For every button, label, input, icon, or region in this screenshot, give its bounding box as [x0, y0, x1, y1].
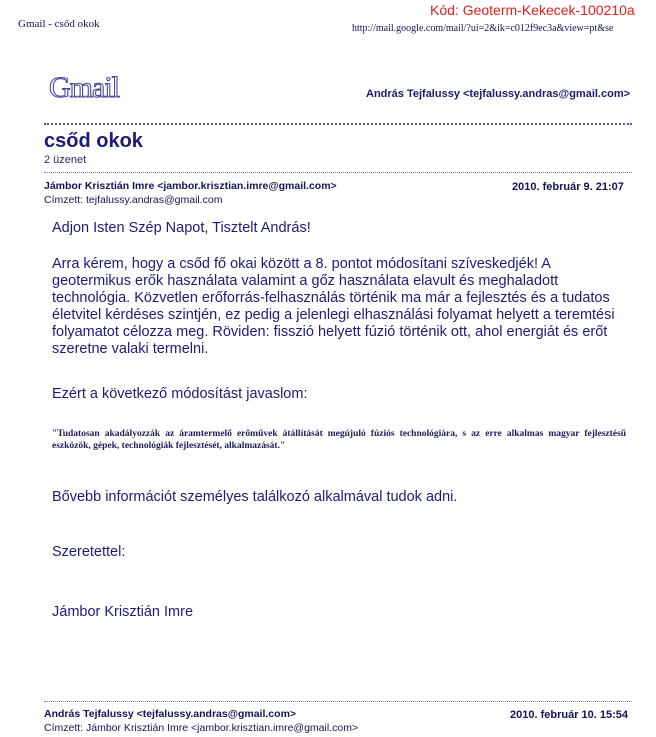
print-page-url: http://mail.google.com/mail/?ui=2&ik=c012f9ec3a&view=pt&se	[352, 23, 614, 34]
message-count: 2 üzenet	[44, 154, 87, 166]
gmail-logo-text: Gmail	[49, 71, 119, 104]
gmail-logo	[47, 68, 119, 104]
document-code-stamp: Kód: Geoterm-Kekecek-100210a	[430, 2, 635, 18]
thread-subject: csőd okok	[44, 130, 143, 152]
message-proposal: Ezért a következő módosítást javaslom:	[52, 386, 308, 402]
message-signature: Jámbor Krisztián Imre	[52, 604, 194, 620]
print-page-title: Gmail - csőd okok	[18, 18, 100, 30]
account-email: András Tejfalussy <tejfalussy.andras@gmail.com>	[366, 88, 631, 100]
reply-date: 2010. február 10. 15:54	[510, 709, 629, 721]
message-closing: Szeretettel:	[52, 544, 126, 560]
message-date: 2010. február 9. 21:07	[512, 181, 624, 193]
proposed-text-quote: "Tudatosan akadályozzák az áramtermelő erőművek átállítását megújuló fúziós technológiára, s az erre alkalmas magyar fejlesztésű eszközök, gépek, technológiák fejlesztését, alkalmazását."	[52, 429, 626, 451]
message-divider	[44, 701, 632, 702]
message-more-info: Bővebb információt személyes találkozó alkalmával tudok adni.	[52, 489, 458, 505]
reply-recipient: Címzett: Jámbor Krisztián Imre <jambor.krisztian.imre@gmail.com>	[44, 722, 359, 734]
header-divider	[44, 123, 632, 125]
message-greeting: Adjon Isten Szép Napot, Tisztelt András!	[52, 220, 311, 236]
reply-sender: András Tejfalussy <tejfalussy.andras@gmail.com>	[44, 708, 297, 720]
message-paragraph: Arra kérem, hogy a csőd fő okai között a 8. pontot módosítani szíveskedjék! A geotermikus erők használata valamint a gőz használata elavult és meghaladott technológia. Közvetlen erőforrás-felhasználás történik ma már a fejlesztés és a tudatos életvitel kérdéses szintjén, ez pedig a jelenlegi elhasználási folyamat helyett a teremtési folyamatot célozza meg. Röviden: fisszió helyett fúzió történik ott, ahol energiát és erőt szeretne valaki termelni.	[52, 256, 615, 357]
message-sender: Jámbor Krisztián Imre <jambor.krisztian.imre@gmail.com>	[44, 180, 337, 192]
message-divider	[44, 172, 632, 173]
message-recipient: Címzett: tejfalussy.andras@gmail.com	[44, 194, 223, 206]
